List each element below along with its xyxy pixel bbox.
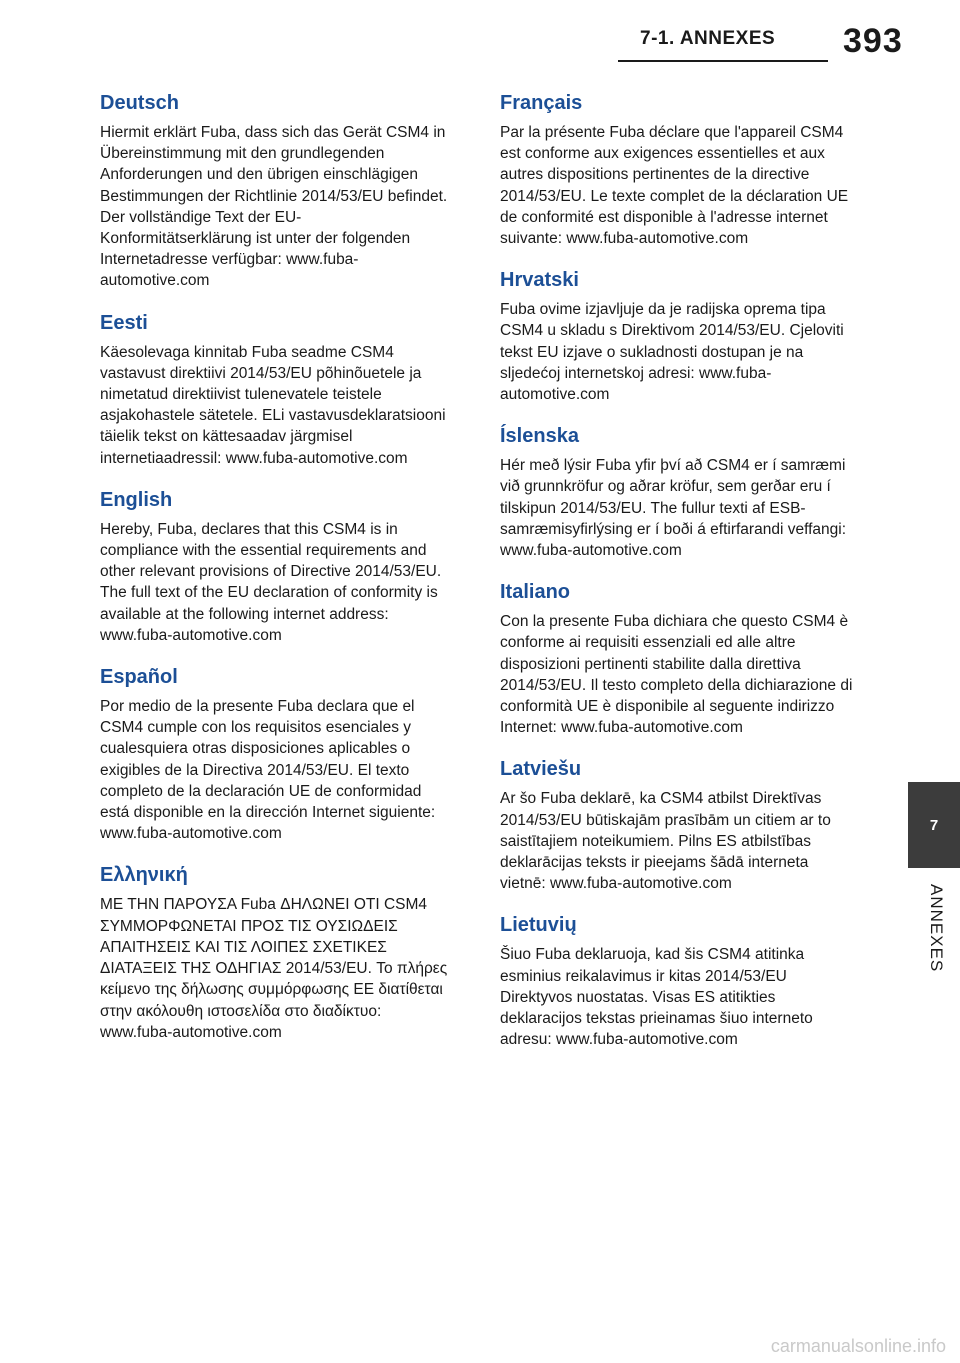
declaration-text: Hereby, Fuba, declares that this CSM4 is in compliance with the essential requirements and other relevant provisions of Directive 2014/53/EU. The full text of the EU declaration of conformity is available at the following internet address: www.fuba-automotive.com <box>100 520 442 644</box>
declaration-text: Käesolevaga kinnitab Fuba seadme CSM4 vastavust direktiivi 2014/53/EU põhinõuetele ja nimetatud direktiivist tulenevatele teistele asjakohastele sätetele. ELi vastavusdeklaratsiooni täielik tekst on kättesaadav järgmisel internetiaadressil: www.fuba-automotive.com <box>100 343 446 467</box>
language-heading: Ελληνική <box>100 864 188 887</box>
chapter-label: ANNEXES <box>927 884 946 973</box>
declaration-text: Hér með lýsir Fuba yfir því að CSM4 er í samræmi við grunnkröfur og aðrar kröfur, sem gerðar eru í tilskipun 2014/53/EU. The fullur texti af ESB-samræmisyfirlýsing er í boði á eftirfarandi veffangi: www.fuba-automotive.com <box>500 457 847 560</box>
language-heading: Íslenska <box>500 425 579 448</box>
language-heading: Deutsch <box>100 92 179 114</box>
declaration-text: Fuba ovime izjavljuje da je radijska oprema tipa CSM4 u skladu s Direktivom 2014/53/EU. Cjeloviti tekst EU izjave o sukladnosti dostupan je na sljedećoj internetskoj adresi: www.fuba-automotive.com <box>500 301 844 404</box>
language-section-hrvatski <box>500 269 858 405</box>
language-section-greek <box>100 864 452 1042</box>
declaration-text: Šiuo Fuba deklaruoja, kad šis CSM4 atitinka esminius reikalavimus ir kitas 2014/53/EU Direktyvos nuostatas. Visas ES atitikties deklaracijos tekstas prieinamas šiuo interneto adresu: www.fuba-automotive.com <box>500 946 813 1049</box>
language-heading: Lietuvių <box>500 914 577 937</box>
language-section-francais <box>500 92 858 249</box>
language-section-eesti <box>100 312 452 469</box>
declaration-text: Ar šo Fuba deklarē, ka CSM4 atbilst Direktīvas 2014/53/EU būtiskajām prasībām un citiem ar to saistītajiem noteikumiem. Pilns ES atbilstības deklarācijas teksts ir pieejams šādā interneta vietnē: www.fuba-automotive.com <box>500 790 831 893</box>
language-section-latviesu <box>500 758 858 894</box>
language-heading: Français <box>500 92 583 114</box>
watermark: carmanualsonline.info <box>770 1336 946 1356</box>
language-section-lietuviu <box>500 914 858 1050</box>
language-section-espanol <box>100 666 452 844</box>
language-heading: Latviešu <box>500 758 582 781</box>
declaration-text: Con la presente Fuba dichiara che questo CSM4 è conforme ai requisiti essenziali ed alle altre disposizioni pertinenti stabilite dalla direttiva 2014/53/EU. Il testo completo della dichiarazione di conformità UE è disponibile al seguente indirizzo Internet: www.fuba-automotive.com <box>500 613 853 737</box>
language-section-islenska <box>500 425 858 561</box>
declaration-text: Par la présente Fuba déclare que l'appareil CSM4 est conforme aux exigences essentielles et aux autres dispositions pertinentes de la directive 2014/53/EU. Le texte complet de la déclaration UE de conformité est disponible à l'adresse internet suivante: www.fuba-automotive.com <box>500 124 849 248</box>
left-column <box>100 92 452 1063</box>
chapter-tab: 7 <box>908 782 960 868</box>
language-heading: Español <box>100 666 178 689</box>
header-rule <box>618 60 828 62</box>
language-heading: Eesti <box>100 311 148 334</box>
declaration-text: Hiermit erklärt Fuba, dass sich das Gerät CSM4 in Übereinstimmung mit den grundlegenden Anforderungen und den übrigen einschlägigen Bestimmungen der Richtlinie 2014/53/EU befindet. Der vollständige Text der EU-Konformitätserklärung ist unter der folgenden Internetadresse verfügbar: www.fuba-automotive.com <box>100 124 448 290</box>
declaration-text: ΜΕ ΤΗΝ ΠΑΡΟΥΣΑ Fuba ΔΗΛΩΝΕΙ ΟΤΙ CSM4 ΣΥΜΜΟΡΦΩΝΕΤΑΙ ΠΡΟΣ ΤΙΣ ΟΥΣΙΩΔΕΙΣ ΑΠΑΙΤΗΣΕΙΣ ΚΑΙ ΤΙΣ ΛΟΙΠΕΣ ΣΧΕΤΙΚΕΣ ΔΙΑΤΑΞΕΙΣ ΤΗΣ ΟΔΗΓΙΑΣ 2014/53/EU. Το πλήρες κείμενο της δήλωσης συμμόρφωσης ΕΕ διατίθεται στην ακόλουθη ιστοσελίδα στο διαδίκτυο: www.fuba-automotive.com <box>100 896 448 1041</box>
language-heading: Italiano <box>500 581 571 604</box>
language-section-italiano <box>500 581 858 738</box>
declaration-text: Por medio de la presente Fuba declara que el CSM4 cumple con los requisitos esenciales y cualesquiera otras disposiciones aplicables o exigibles de la Directiva 2014/53/EU. El texto completo de la declaración UE de conformidad está disponible en la dirección Internet siguiente: www.fuba-automotive.com <box>100 698 436 843</box>
language-section-english <box>100 489 452 646</box>
right-column <box>500 92 858 1071</box>
section-title: 7-1. ANNEXES <box>640 28 776 49</box>
language-heading: Hrvatski <box>500 269 579 292</box>
page-number: 393 <box>843 22 903 60</box>
language-heading: English <box>100 488 173 511</box>
language-section-deutsch <box>100 92 452 292</box>
